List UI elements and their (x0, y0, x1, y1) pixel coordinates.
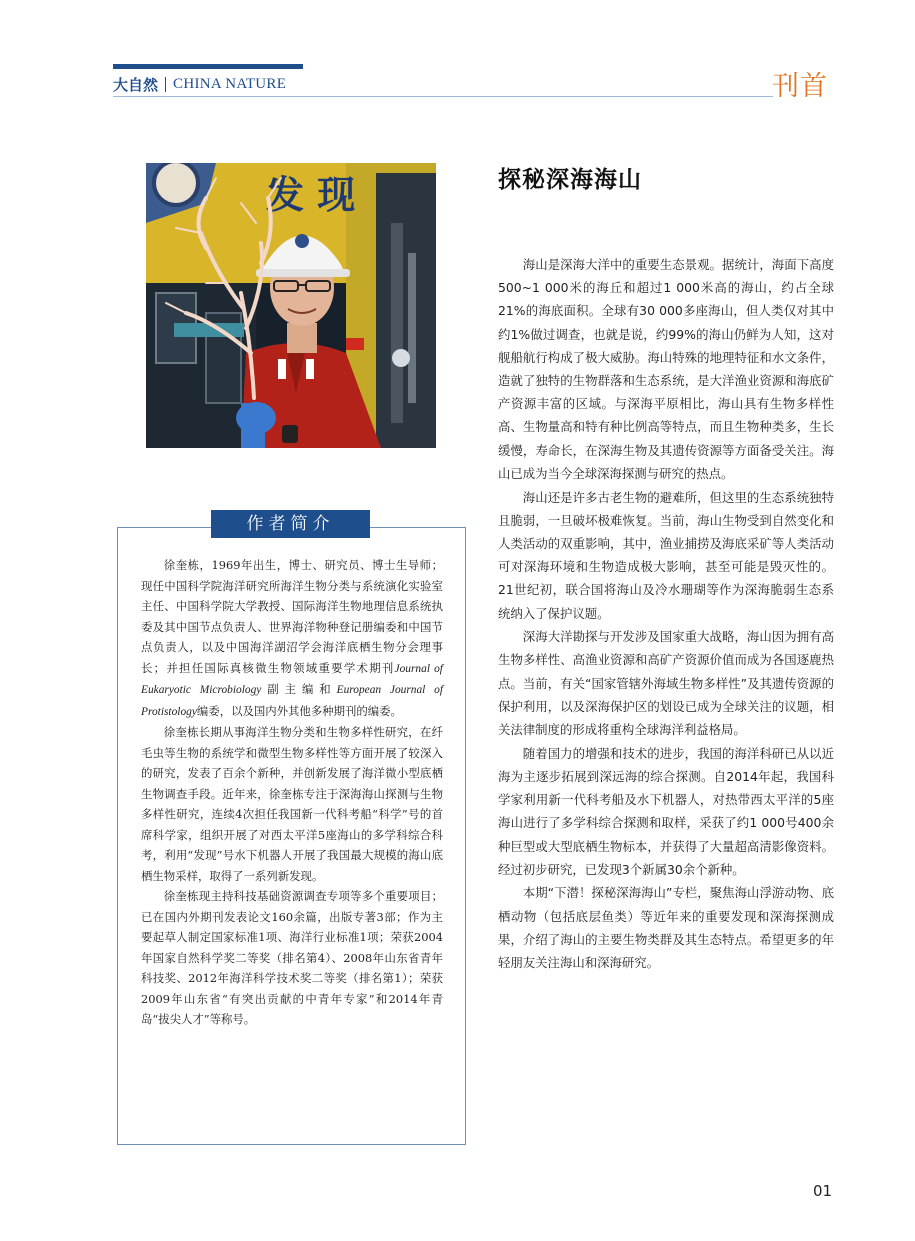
bio-text-run: 徐奎栋，1969年出生，博士、研究员、博士生导师；现任中国科学院海洋研究所海洋生物分类与系统演化实验室主任、中国科学院大学教授、国际海洋生物地理信息系统执委及其中国节点负责人、世界海洋物种登记册编委和中国节点负责人，以及中国海洋湖沼学会海洋底栖生物分会理事长；并担任国际真核微生物领域重要学术期刊 (141, 558, 443, 675)
article-paragraph: 随着国力的增强和技术的进步，我国的海洋科研已从以近海为主逐步拓展到深远海的综合探测。自2014年起，我国科学家利用新一代科考船及水下机器人，对热带西太平洋的5座海山进行了多学科综合探测和取样，采获了约1 000号400余种巨型或大型底栖生物标本，并获得了大量超高清影像资料。经过初步研究，已发现3个新属30余个新种。 (498, 745, 834, 877)
author-bio-text (141, 555, 443, 1030)
bio-paragraph: 徐奎栋长期从事海洋生物分类和生物多样性研究，在纤毛虫等生物的系统学和微型生物多样性等方面开展了较深入的研究，发表了百余个新种，并创新发展了海洋微小型底栖生物调查手段。近年来，徐奎栋专注于深海海山探测与生物多样性研究，连续4次担任我国新一代科考船“科学”号的首席科学家，组织开展了对西太平洋5座海山的多学科综合科考，利用“发现”号水下机器人开展了我国最大规模的海山底栖生物采样，取得了一系列新发现。 (141, 725, 443, 883)
bio-text-run: 编委，以及国内外其他多种期刊的编委。 (196, 703, 402, 718)
section-label: 刊首 (772, 71, 828, 102)
bio-text-run: 副主编和 (261, 682, 337, 696)
author-bio-title: 作者简介 (211, 510, 370, 538)
article-paragraph: 海山是深海大洋中的重要生态景观。据统计，海面下高度500~1 000米的海丘和超过1 000米高的海山，约占全球21%的海底面积。全球有30 000多座海山，但人类仅对其中约1%做过调查，也就是说，约99%的海山仍鲜为人知，这对舰船航行构成了极大威胁。海山特殊的地理特征和水文条件，造就了独特的生物群落和生态系统，是大洋渔业资源和海底矿产资源丰富的区域。与深海平原相比，海山具有生物多样性高、生物量高和特有种比例高等特点，而且生物种类多，生长缓慢，寿命长，在深海生物及其遗传资源等方面备受关注。海山已成为当今全球深海探测与研究的热点。 (498, 257, 834, 481)
bio-paragraph: 徐奎栋现主持科技基础资源调查专项等多个重要项目；已在国内外期刊发表论文160余篇，出版专著3部；作为主要起草人制定国家标准1项、海洋行业标准1项；荣获2004年国家自然科学奖二等奖（排名第4）、2008年山东省青年科技奖、2012年海洋科学技术奖二等奖（排名第1）；荣获2009年山东省“有突出贡献的中青年专家”和2014年青岛“拔尖人才”等称号。 (141, 889, 443, 1026)
header-rule (113, 96, 773, 97)
article-body (498, 253, 834, 975)
article-paragraph: 海山还是许多古老生物的避难所，但这里的生态系统独特且脆弱，一旦破坏极难恢复。当前，海山生物受到自然变化和人类活动的双重影响，其中，渔业捕捞及海底采矿等人类活动可对深海环境和生物造成极大影响，甚至可能是毁灭性的。21世纪初，联合国将海山及冷水珊瑚等作为深海脆弱生态系统纳入了保护议题。 (498, 489, 834, 621)
article-paragraph: 深海大洋勘探与开发涉及国家重大战略，海山因为拥有高生物多样性、高渔业资源和高矿产资源价值而成为各国逐鹿热点。当前，有关“国家管辖外海域生物多样性”及其遗传资源的保护利用，以及深海保护区的划设已成为全球关注的议题，相关法律制度的形成将重构全球海洋利益格局。 (498, 629, 834, 738)
journal-name: Journal of Eukaryotic Microbiology (141, 662, 443, 696)
brand-divider (165, 77, 166, 92)
page-number: 01 (813, 1182, 833, 1200)
journal-name: European Journal of Protistology (141, 684, 443, 718)
article-title: 探秘深海海山 (498, 167, 642, 193)
brand-name-en: CHINA NATURE (173, 75, 287, 92)
author-photo (146, 163, 436, 448)
brand-name-cn: 大自然 (113, 75, 159, 94)
article-paragraph: 本期“下潜！探秘深海海山”专栏，聚焦海山浮游动物、底栖动物（包括底层鱼类）等近年来的重要发现和深海探测成果，介绍了海山的主要生物类群及其生态特点。希望更多的年轻朋友关注海山和深海研究。 (498, 885, 834, 971)
svg-text:发 现: 发 现 (266, 173, 356, 217)
bio-paragraph (141, 555, 443, 722)
header-accent-bar (113, 64, 303, 69)
magazine-brand (113, 74, 286, 94)
